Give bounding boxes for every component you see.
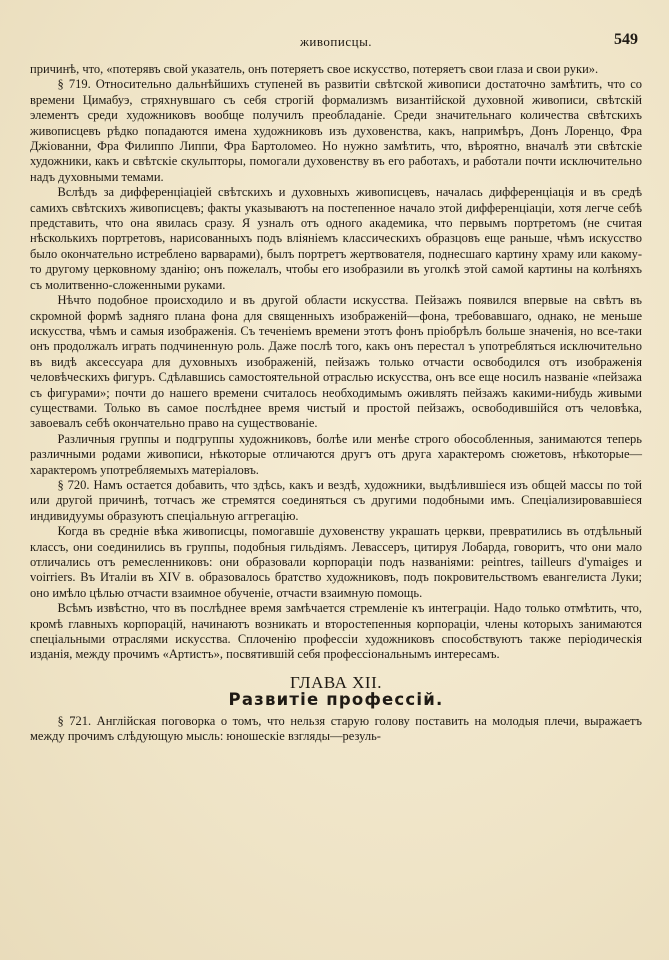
paragraph-continuation: причинѣ, что, «потерявъ свой указатель, онъ потеряетъ свое искусство, потеряетъ свои глаза и свои руки». (30, 62, 599, 76)
body-text (30, 62, 642, 744)
paragraph-section-720: § 720. Намъ остается добавить, что здѣсь, какъ и вездѣ, художники, выдѣлившіеся изъ общей массы по той или другой причинѣ, тотчасъ же стремятся соединяться съ другими подобными имъ. Спеціализировавшіеся индивидуумы образуютъ спеціальную аггрегацію. (30, 477, 642, 523)
page-number: 549 (614, 31, 638, 48)
paragraph-integration: Всѣмъ извѣстно, что въ послѣднее время замѣчается стремленіе къ интеграціи. Надо только отмѣтить, что, кромѣ главныхъ корпорацій, начинаютъ возникать и второстепенныя корпораціи, члены которыхъ занимаются спеціальными отраслями искусства. Сплоченію профессіи художниковъ способствуютъ также періодическія изданія, между прочимъ «Артистъ», посвятившій себя профессіональнымъ интересамъ. (30, 601, 642, 662)
paragraph-differentiation: Вслѣдъ за дифференціаціей свѣтскихъ и духовныхъ живописцевъ, началась дифференціація и въ средѣ самихъ свѣтскихъ живописцевъ; факты указываютъ на постепенное начало этой дифференціаціи, хотя легче себѣ представить, что она явилась сразу. Я узналъ отъ одного академика, что первымъ портретомъ (не считая нѣсколькихъ портретовъ, нарисованныхъ подъ вліяніемъ классическихъ образцовъ еще раньше, чѣмъ искусство было окончательно истреблено варварами), былъ портретъ жертвователя, поднесшаго картину храму или какому-то другому церковному зданію; онъ пожелалъ, чтобы его изобразили въ уголкѣ этой самой картины на колѣняхъ съ молитвенно-сложенными руками. (30, 185, 642, 292)
running-title: живописцы. (299, 34, 373, 49)
paragraph-groups: Различныя группы и подгруппы художниковъ, болѣе или менѣе строго обособленныя, занимаются теперь различными родами живописи, нѣкоторые отличаются другъ отъ друга характеромъ сюжетовъ, нѣкоторые—характеромъ употребляемыхъ матеріаловъ. (30, 431, 642, 477)
paragraph-guilds: Когда въ средніе вѣка живописцы, помогавшіе духовенству украшать церкви, превратились въ отдѣльный классъ, они соединились въ группы, подобныя гильдіямъ. Левассеръ, цитируя Лобарда, говоритъ, что они мало отличались отъ ремесленниковъ: они образовали корпораціи подъ названіями: peintres, tailleurs d'ymaiges и voirriers. Въ Италіи въ XIV в. образовалось братство художниковъ, подъ покровительствомъ евангелиста Луки; оно имѣло цѣлью отчасти взаимное обученіе, отчасти взаимную помощь. (30, 524, 642, 600)
chapter-heading: ГЛАВА XII. (289, 672, 382, 692)
chapter-title: Развитіе профессій. (228, 690, 444, 710)
paragraph-section-719: § 719. Относительно дальнѣйшихъ ступеней въ развитіи свѣтской живописи достаточно замѣтить, что со времени Цимабуэ, стряхнувшаго съ себя строгій формализмъ византійской духовной живописи, свѣтскій элементъ среди художниковъ вообще получилъ преобладаніе. Среди значительнаго количества свѣтскихъ живописцевъ рѣдко попадаются имена художниковъ изъ духовенства, какъ, напримѣръ, Донъ Лоренцо, Фра Джіованни, Фра Филиппо Липпи, Фра Бартоломео. Но нужно замѣтить, что, вѣроятно, вначалѣ эти свѣтскіе художники, какъ и свѣтскіе скульпторы, помогали духовенству въ его работахъ, и работали почти исключительно надъ духовными темами. (30, 77, 642, 184)
running-header (30, 28, 642, 52)
paragraph-section-721: § 721. Англійская поговорка о томъ, что нельзя старую голову поставить на молодыя плечи, выражаетъ между прочимъ слѣдующую мысль: юношескіе взгляды—резуль- (30, 713, 642, 744)
paragraph-landscape: Нѣчто подобное происходило и въ другой области искусства. Пейзажъ появился впервые на свѣтъ въ скромной формѣ задняго плана фона для священныхъ изображеній—фона, требовавшаго, однако, не меньше искусства, чѣмъ и самыя изображенія. Съ теченіемъ времени этотъ фонъ пріобрѣлъ больше значенія, но все-таки онъ продолжалъ играть подчиненную роль. Даже послѣ того, какъ онъ перестал ъ употребляться исключительно въ видѣ аксессуара для духовныхъ изображеній, пейзажъ только отчасти освободился отъ изображенія человѣческихъ фигуръ. Сдѣлавшись самостоятельной отраслью искусства, онъ все еще носилъ названіе «пейзажа съ фигурами»; почти до нашего времени считалось необходимымъ оживлять пейзажъ какими-нибудь живыми существами. Только въ самое послѣднее время чистый и простой пейзажъ, освободившійся отъ человѣка, завоевалъ себѣ окончательно право на существованіе. (30, 293, 642, 431)
